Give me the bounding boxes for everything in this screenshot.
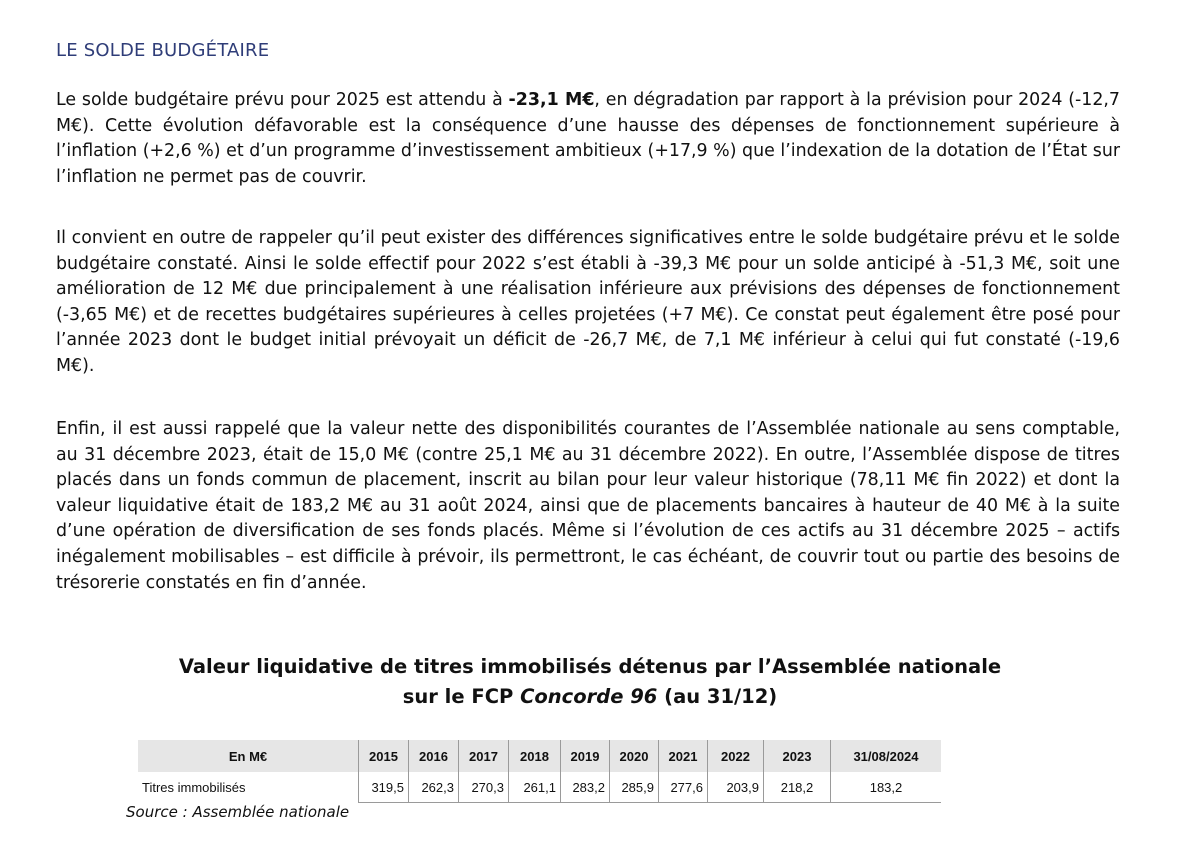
header-year: 2019 (561, 740, 610, 772)
p1-text-c: , en dégradation par rapport à la prévision pour 2024 (-12,7 M€). Cette évolution défavorable est la conséquence d’une hausse des dépenses de fonctionnement supérieure à l’inflation (+2,6 %) et d’un programme d’investissement ambitieux (+17,9 %) que l’indexation de la dotation de l’État sur l’inflation ne permet pas de couvrir. (56, 90, 1120, 187)
header-year: 2015 (359, 740, 409, 772)
header-unit: En M€ (138, 740, 359, 772)
p1-highlight: -23,1 M€ (508, 90, 595, 110)
header-year: 2021 (659, 740, 708, 772)
table-cell: 270,3 (459, 772, 509, 803)
header-year: 2020 (610, 740, 659, 772)
table-cell: 183,2 (831, 772, 942, 803)
row-label: Titres immobilisés (142, 779, 246, 795)
table-row (138, 772, 941, 803)
table-cell: 277,6 (659, 772, 708, 803)
table-title-line2 (0, 682, 1180, 712)
header-year: 2017 (459, 740, 509, 772)
table-title-line1: Valeur liquidative de titres immobilisés détenus par l’Assemblée nationale (178, 655, 1002, 678)
fund-name: Concorde 96 (520, 685, 658, 708)
paragraph-budget-differences: Il convient en outre de rappeler qu’il peut exister des différences significatives entre le solde budgétaire prévu et le solde budgétaire constaté. Ainsi le solde effectif pour 2022 s’est établi à -39,3 M€ pour un solde anticipé à -51,3 M€, soit une amélioration de 12 M€ due principalement à une réalisation inférieure aux prévisions des dépenses de fonctionnement (-3,65 M€) et de recettes budgétaires supérieures à celles projetées (+7 M€). Ce constat peut également être posé pour l’année 2023 dont le budget initial prévoyait un déficit de -26,7 M€, de 7,1 M€ inférieur à celui qui fut constaté (-19,6 M€). (56, 228, 1120, 376)
p1-text-a: Le solde budgétaire prévu pour 2025 est attendu à (56, 90, 509, 110)
table-title-line2-pre: sur le FCP (402, 685, 521, 708)
table-cell: 319,5 (359, 772, 409, 803)
header-year: 2016 (409, 740, 459, 772)
source-note: Source : Assemblée nationale (126, 803, 350, 821)
paragraph-budget-forecast (56, 88, 1120, 190)
paragraph-cash-assets: Enfin, il est aussi rappelé que la valeur nette des disponibilités courantes de l’Assemblée nationale au sens comptable, au 31 décembre 2023, était de 15,0 M€ (contre 25,1 M€ au 31 décembre 2022). En outre, l’Assemblée dispose de titres placés dans un fonds commun de placement, inscrit au bilan pour leur valeur historique (78,11 M€ fin 2022) et dont la valeur liquidative était de 183,2 M€ au 31 août 2024, ainsi que de placements bancaires à hauteur de 40 M€ à la suite d’une opération de diversification de ses fonds placés. Même si l’évolution de ces actifs au 31 décembre 2025 – actifs inégalement mobilisables – est difficile à prévoir, ils permettront, le cas échéant, de couvrir tout ou partie des besoins de trésorerie constatés en fin d’année. (56, 419, 1120, 593)
table-cell: 203,9 (708, 772, 764, 803)
section-title: LE SOLDE BUDGÉTAIRE (56, 40, 270, 61)
table-cell: 218,2 (764, 772, 831, 803)
table-cell: 262,3 (409, 772, 459, 803)
header-year: 2023 (764, 740, 831, 772)
table-cell: 261,1 (509, 772, 561, 803)
header-year: 2022 (708, 740, 764, 772)
table-cell: 283,2 (561, 772, 610, 803)
table-header-row (138, 740, 941, 772)
header-date: 31/08/2024 (831, 740, 942, 772)
table-title-line2-post: (au 31/12) (657, 685, 778, 708)
valuation-table (138, 740, 941, 803)
header-year: 2018 (509, 740, 561, 772)
table-cell: 285,9 (610, 772, 659, 803)
